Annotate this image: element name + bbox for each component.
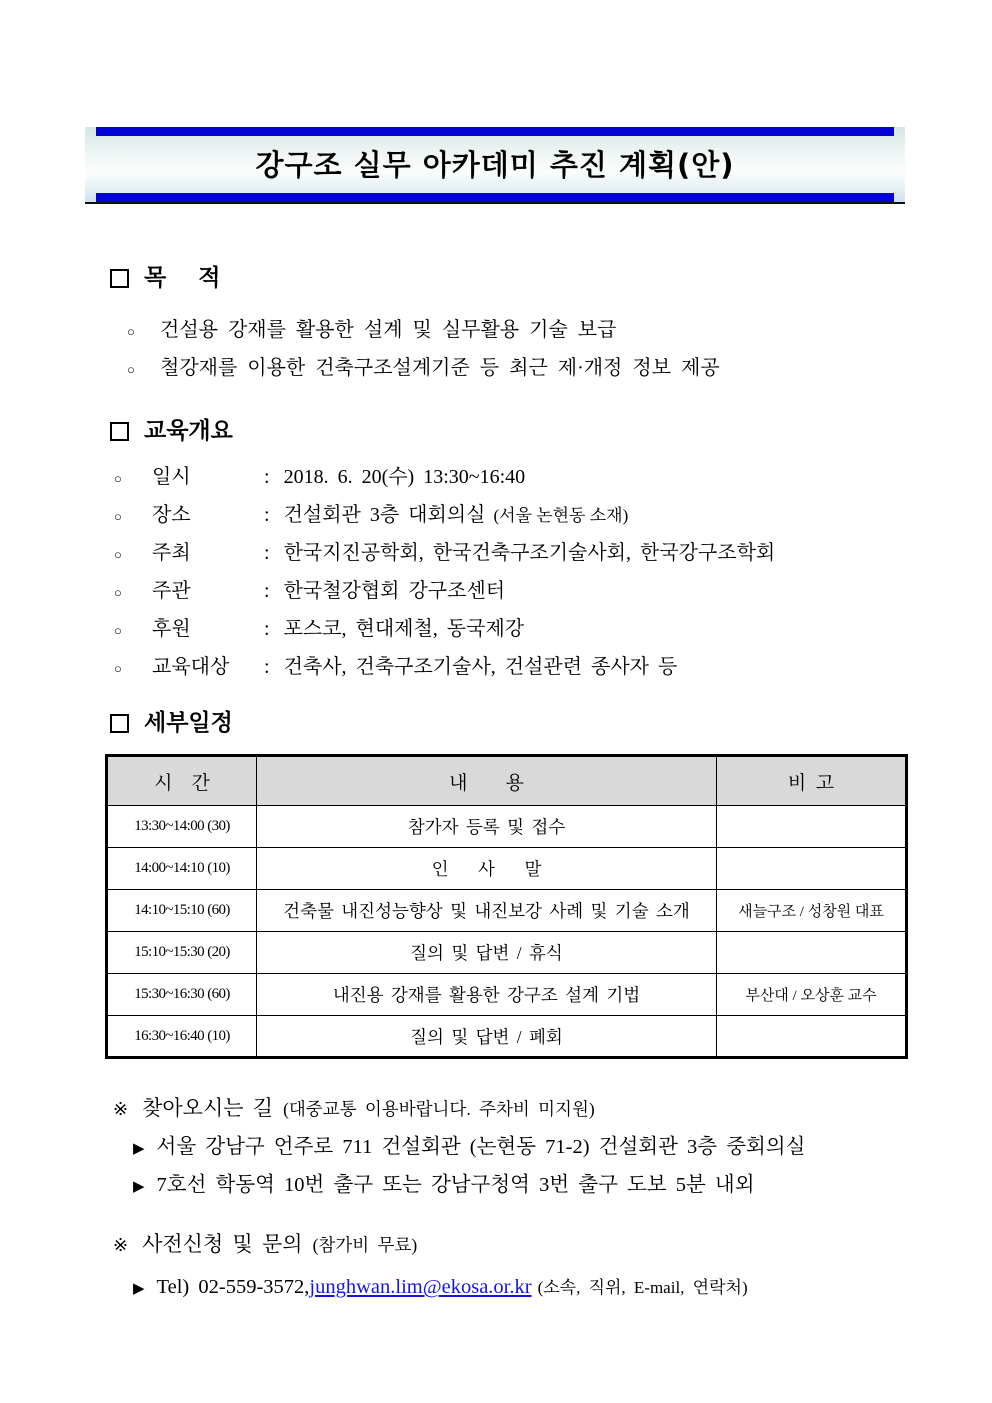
overview-value: 2018. 6. 20(수) 13:30~16:40	[283, 466, 526, 488]
schedule-header-note: 비 고	[717, 756, 907, 806]
schedule-cell-content: 참가자 등록 및 접수	[257, 806, 717, 848]
overview-label: 일시	[152, 466, 191, 488]
overview-label: 주최	[152, 542, 191, 564]
schedule-cell-time: 15:30~16:30 (60)	[107, 974, 257, 1016]
page-title: 강구조 실무 아카데미 추진 계획(안)	[255, 148, 735, 182]
reference-mark-icon: ※	[113, 1235, 129, 1255]
overview-value: 건축사, 건축구조기술사, 건설관련 종사자 등	[283, 656, 678, 678]
banner-bottom-bar	[96, 193, 894, 202]
arrow-bullet-icon: ▶	[133, 1141, 145, 1157]
schedule-cell-note	[717, 848, 907, 890]
overview-colon: :	[264, 466, 270, 488]
overview-row-host	[114, 535, 783, 573]
section-heading-label: 목 적	[144, 265, 221, 291]
overview-colon: :	[264, 542, 270, 564]
email-link[interactable]: junghwan.lim@ekosa.or.kr	[309, 1276, 532, 1298]
circle-bullet-icon: ○	[127, 362, 135, 377]
overview-colon: :	[264, 504, 270, 526]
contact-block	[113, 1230, 748, 1305]
contact-tel-row	[133, 1271, 748, 1305]
overview-label: 교육대상	[152, 656, 230, 678]
schedule-cell-note	[717, 932, 907, 974]
schedule-row	[107, 848, 907, 890]
overview-row-audience	[114, 649, 783, 687]
schedule-cell-content: 인 사 말	[257, 848, 717, 890]
circle-bullet-icon: ○	[114, 509, 122, 524]
schedule-cell-time: 14:00~14:10 (10)	[107, 848, 257, 890]
directions-line	[133, 1129, 805, 1167]
overview-value: 건설회관 3층 대회의실	[283, 504, 486, 526]
overview-colon: :	[264, 618, 270, 640]
directions-note: (대중교통 이용바랍니다. 주차비 미지원)	[283, 1099, 595, 1119]
overview-value: 한국지진공학회, 한국건축구조기술사회, 한국강구조학회	[283, 542, 776, 564]
directions-block	[113, 1094, 805, 1205]
contact-title: 사전신청 및 문의	[142, 1232, 303, 1256]
schedule-cell-time: 14:10~15:10 (60)	[107, 890, 257, 932]
reference-mark-icon: ※	[113, 1099, 129, 1119]
directions-line-text: 7호선 학동역 10번 출구 또는 강남구청역 3번 출구 도보 5분 내외	[156, 1174, 755, 1196]
purpose-item	[127, 312, 720, 350]
contact-suffix: (소속, 직위, E-mail, 연락처)	[537, 1278, 748, 1297]
circle-bullet-icon: ○	[114, 547, 122, 562]
contact-title-row	[113, 1230, 748, 1259]
overview-label: 장소	[152, 504, 191, 526]
directions-title-row	[113, 1094, 805, 1123]
overview-row-sponsor	[114, 611, 783, 649]
purpose-item	[127, 350, 720, 388]
schedule-cell-note: 새늘구조 / 성창원 대표	[717, 890, 907, 932]
section-heading-label: 교육개요	[144, 418, 233, 444]
overview-row-datetime	[114, 459, 783, 497]
overview-label: 주관	[152, 580, 191, 602]
overview-label: 후원	[152, 618, 191, 640]
section-checkbox-icon	[110, 269, 129, 288]
arrow-bullet-icon: ▶	[133, 1179, 145, 1195]
schedule-row	[107, 890, 907, 932]
circle-bullet-icon: ○	[114, 471, 122, 486]
overview-note: (서울 논현동 소재)	[493, 506, 629, 525]
purpose-list	[127, 312, 720, 388]
arrow-bullet-icon: ▶	[133, 1281, 145, 1297]
schedule-header-row	[107, 756, 907, 806]
purpose-item-text: 철강재를 이용한 건축구조설계기준 등 최근 제·개정 정보 제공	[160, 357, 720, 379]
circle-bullet-icon: ○	[114, 585, 122, 600]
overview-colon: :	[264, 580, 270, 602]
schedule-cell-content: 질의 및 답변 / 휴식	[257, 932, 717, 974]
circle-bullet-icon: ○	[127, 324, 135, 339]
banner-top-bar	[96, 127, 894, 136]
schedule-table	[105, 754, 908, 1059]
section-checkbox-icon	[110, 714, 129, 733]
schedule-row	[107, 932, 907, 974]
directions-line	[133, 1167, 805, 1205]
schedule-row	[107, 974, 907, 1016]
overview-value: 포스코, 현대제철, 동국제강	[283, 618, 525, 640]
schedule-cell-time: 15:10~15:30 (20)	[107, 932, 257, 974]
overview-value: 한국철강협회 강구조센터	[283, 580, 506, 602]
schedule-row	[107, 1016, 907, 1058]
section-heading-label: 세부일정	[144, 710, 233, 736]
schedule-header-time: 시 간	[107, 756, 257, 806]
directions-title: 찾아오시는 길	[142, 1096, 274, 1120]
schedule-header-content: 내 용	[257, 756, 717, 806]
section-heading-purpose	[110, 263, 220, 293]
contact-tel: Tel) 02-559-3572,	[156, 1276, 310, 1298]
directions-line-text: 서울 강남구 언주로 711 건설회관 (논현동 71-2) 건설회관 3층 중회의실	[156, 1136, 806, 1158]
overview-colon: :	[264, 656, 270, 678]
schedule-cell-note	[717, 806, 907, 848]
schedule-cell-content: 질의 및 답변 / 폐회	[257, 1016, 717, 1058]
circle-bullet-icon: ○	[114, 623, 122, 638]
schedule-cell-time: 16:30~16:40 (10)	[107, 1016, 257, 1058]
overview-list	[114, 459, 783, 687]
schedule-cell-content: 내진용 강재를 활용한 강구조 설계 기법	[257, 974, 717, 1016]
section-heading-schedule	[110, 708, 233, 738]
contact-note: (참가비 무료)	[312, 1235, 418, 1255]
section-checkbox-icon	[110, 422, 129, 441]
overview-row-venue	[114, 497, 783, 535]
circle-bullet-icon: ○	[114, 661, 122, 676]
schedule-cell-time: 13:30~14:00 (30)	[107, 806, 257, 848]
section-heading-overview	[110, 416, 233, 446]
schedule-cell-note: 부산대 / 오상훈 교수	[717, 974, 907, 1016]
schedule-cell-content: 건축물 내진성능향상 및 내진보강 사례 및 기술 소개	[257, 890, 717, 932]
purpose-item-text: 건설용 강재를 활용한 설계 및 실무활용 기술 보급	[160, 319, 617, 341]
title-banner	[85, 127, 905, 204]
schedule-cell-note	[717, 1016, 907, 1058]
schedule-row	[107, 806, 907, 848]
overview-row-organizer	[114, 573, 783, 611]
